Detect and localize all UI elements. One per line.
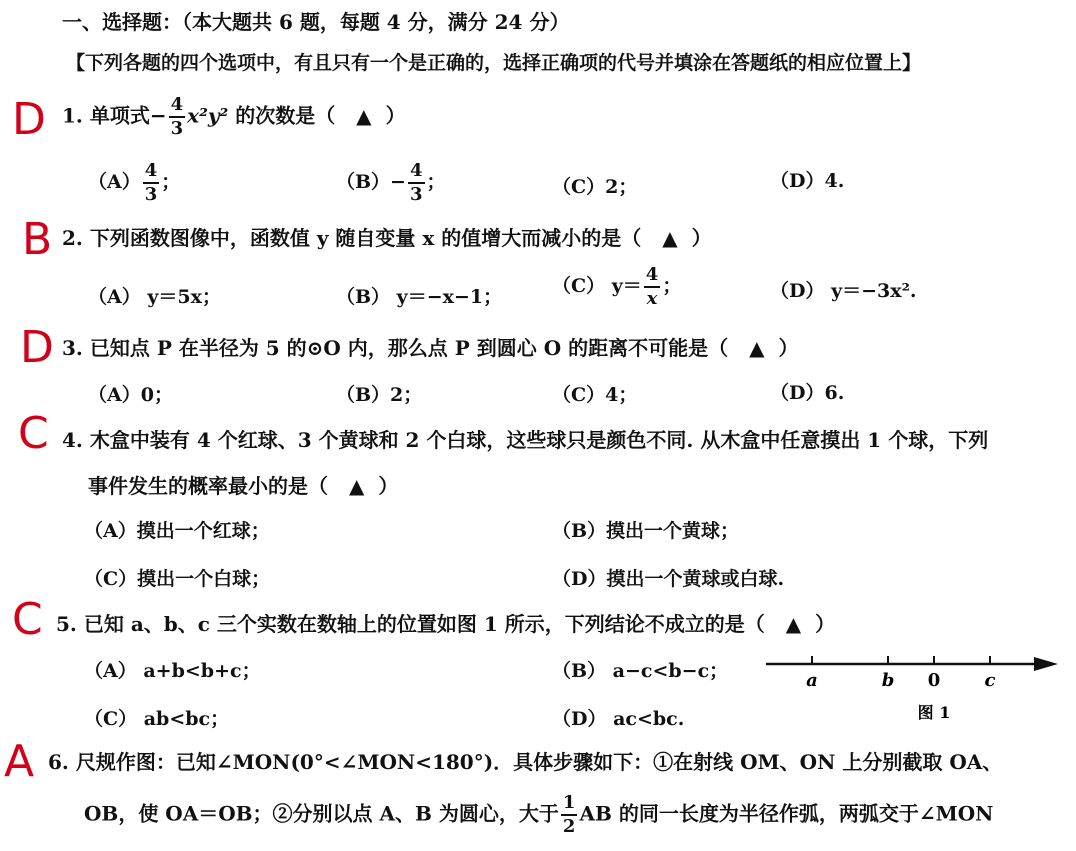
option-a: （A） a+b<b+c； (84, 660, 261, 682)
fraction: $\frac{1}{2}$ (562, 792, 576, 837)
handwritten-answer-2: B (22, 214, 53, 265)
option-d: （D）6. (770, 382, 845, 404)
question-5 (56, 608, 835, 637)
close-paren: ） (385, 103, 406, 128)
option-d: （D）4. (770, 170, 845, 192)
option-b: （B）2； (336, 384, 423, 406)
axis-label-c: c (984, 670, 996, 691)
question-text: 下列函数图像中，函数值 y 随自变量 x 的值增大而减小的是（ (89, 226, 642, 250)
fraction: $\frac{4}{3}$ (170, 94, 184, 139)
question-1 (62, 96, 406, 138)
axis-arrow-icon (1034, 657, 1058, 671)
question-text: 单项式− (89, 103, 167, 128)
question-text: 已知点 P 在半径为 5 的⊙O 内，那么点 P 到圆心 O 的距离不可能是（ (89, 336, 729, 360)
handwritten-answer-4: C (18, 408, 49, 459)
math-expression: x²y² (187, 103, 229, 128)
option-a: （A）摸出一个红球； (84, 520, 270, 542)
number-line-figure (764, 648, 1064, 728)
option-a: （A）0； (88, 384, 173, 406)
question-number: 3. (62, 336, 83, 360)
question-text: 事件发生的概率最小的是（ (88, 474, 328, 498)
question-number: 4. (62, 428, 83, 452)
option-b: （B）− $\frac{4}{3}$ ； (336, 160, 446, 205)
axis-label-b: b (881, 670, 895, 691)
question-6-line-2 (84, 794, 993, 836)
axis-label-a: a (806, 670, 818, 691)
option-b: （B） y＝−x−1； (336, 286, 503, 308)
option-c: （C）4； (552, 384, 638, 406)
option-d: （D） y＝−3x². (770, 280, 917, 302)
answer-marker: ▲ (785, 612, 802, 636)
question-number: 5. (56, 612, 77, 636)
question-number: 2. (62, 226, 83, 250)
question-3 (62, 332, 798, 361)
question-4 (62, 424, 988, 453)
answer-marker: ▲ (749, 336, 765, 360)
option-a: （A） y＝5x； (88, 286, 221, 308)
question-text: 木盒中装有 4 个红球、3 个黄球和 2 个白球，这些球只是颜色不同. 从木盒中任意摸出 1 个球，下列 (89, 428, 989, 452)
handwritten-answer-1: D (12, 94, 46, 145)
option-b: （B） a−c<b−c； (552, 660, 729, 682)
question-6 (48, 746, 1002, 775)
handwritten-answer-5: C (12, 594, 43, 645)
option-b: （B）摸出一个黄球； (552, 520, 740, 542)
axis-label-0: 0 (927, 670, 941, 691)
option-d: （D）摸出一个黄球或白球. (552, 568, 785, 590)
close-paren: ） (778, 336, 799, 360)
question-text: 已知 a、b、c 三个实数在数轴上的位置如图 1 所示，下列结论不成立的是（ (83, 612, 765, 636)
question-text: 的次数是（ (235, 103, 336, 128)
handwritten-answer-3: D (20, 322, 54, 373)
handwritten-answer-6: A (4, 736, 35, 787)
close-paren: ） (691, 226, 712, 250)
question-2 (62, 222, 712, 251)
answer-marker: ▲ (356, 103, 372, 128)
figure-caption: 图 1 (917, 703, 951, 722)
question-4-line-2 (88, 470, 398, 499)
answer-marker: ▲ (662, 226, 678, 250)
question-text: 尺规作图：已知∠MON(0°<∠MON<180°)．具体步骤如下：①在射线 OM、ON 上分别截取 OA、 (75, 750, 1003, 774)
section-title: 一、选择题：（本大题共 6 题，每题 4 分，满分 24 分） (62, 10, 570, 34)
option-c: （C）摸出一个白球； (84, 568, 271, 590)
option-a: （A） $\frac{4}{3}$ ； (88, 160, 181, 205)
answer-marker: ▲ (348, 474, 365, 498)
question-number: 1. (62, 103, 83, 128)
option-d: （D） ac<bc. (552, 708, 685, 730)
option-c: （C） ab<bc； (84, 708, 230, 730)
instruction-text: 【下列各题的四个选项中，有且只有一个是正确的，选择正确项的代号并填涂在答题纸的相应位置上】 (66, 52, 922, 74)
close-paren: ） (378, 474, 399, 498)
close-paren: ） (815, 612, 836, 636)
option-c: （C） y＝ $\frac{4}{x}$ ； (552, 264, 682, 309)
option-c: （C）2； (552, 176, 638, 198)
question-number: 6. (48, 750, 69, 774)
question-text: AB 的同一长度为半径作弧，两弧交于∠MON (579, 801, 994, 826)
question-text: OB，使 OA＝OB；②分别以点 A、B 为圆心，大于 (84, 801, 559, 826)
